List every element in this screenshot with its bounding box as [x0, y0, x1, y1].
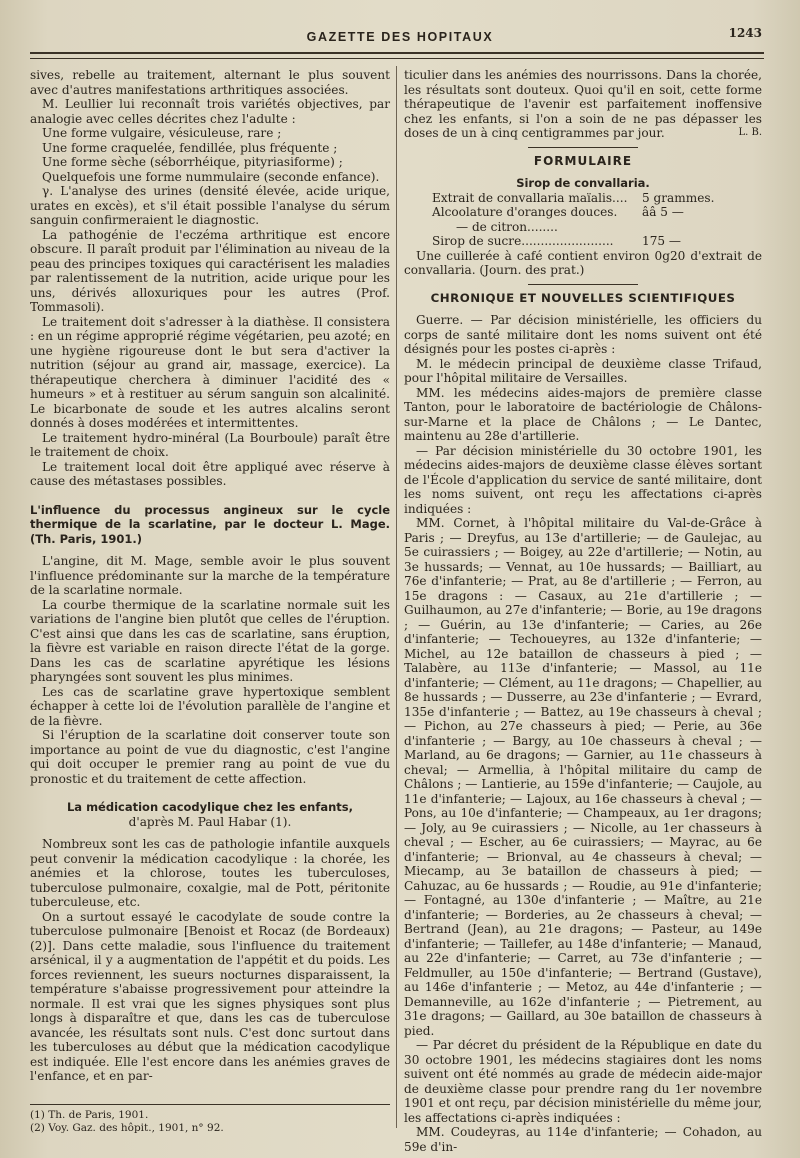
article-heading: L'influence du processus angineux sur le cycle thermique de la scarlatine, par le docteur L. Mage. (Th. Paris, 1901.) — [30, 502, 390, 546]
recipe-line — [404, 205, 762, 220]
section-divider — [528, 147, 638, 148]
left-column — [30, 68, 390, 1135]
list-item: Une forme craquelée, fendillée, plus fréquente ; — [42, 140, 338, 155]
paragraph: Guerre. — Par décision ministérielle, les officiers du corps de santé militaire dont les noms suivent ont été désignés pour les postes ci-après : — [404, 313, 762, 356]
list-item: Quelquefois une forme nummulaire (seconde enfance). — [42, 169, 380, 184]
paragraph: — Par décret du président de la République en date du 30 octobre 1901, les médecins stagiaires dont les noms suivent ont été nommés au grade de médecin aide-major de deuxième classe pour prendre rang du 1er novembre 1901 et ont reçu, par décision ministérielle du même jour, les affectations ci-après indiquées : — [404, 1038, 762, 1125]
header-rule-thick — [30, 52, 764, 54]
paragraph: Nombreux sont les cas de pathologie infantile auxquels peut convenir la médication cacodylique : la chorée, les anémies et la chlorose, toutes les tuberculoses, tuberculose pulmonaire, coxalgie, mal de Pott, péritonite tuberculeuse, etc. — [30, 837, 390, 909]
footnote: (1) Th. de Paris, 1901. — [30, 1108, 149, 1121]
recipe-ingredient: Alcoolature d'oranges douces. — [432, 205, 618, 219]
recipe-ingredient: Extrait de convallaria maïalis.... — [432, 190, 628, 205]
paragraph: On a surtout essayé le cacodylate de soude contre la tuberculose pulmonaire [Benoist et Rocaz (de Bordeaux) (2)]. Dans cette maladie, sous l'influence du traitement arsénical, il y a augmentation de l'appétit et du poids. Les forces reviennent, les sueurs nocturnes disparaissent, la température s'abaisse progressivement pour atteindre la normale. Il est vrai que les signes physiques sont plus longs à disparaître et que, dans les cas de tuberculose avancée, les résultats sont nuls. C'est donc surtout dans les tuberculoses au début que la médication cacodylique est indiquée. Elle l'est encore dans les anémies graves de l'enfance, et en par- — [30, 909, 390, 1083]
list-item: Une forme sèche (séborrhéique, pityriasiforme) ; — [42, 155, 343, 169]
paragraph: La courbe thermique de la scarlatine normale suit les variations de l'angine bien plutôt que celles de l'éruption. C'est ainsi que dans les cas de scarlatine, sans éruption, la fièvre est variable en raison directe l'état de la gorge. Dans les cas de scarlatine apyrétique les lésions pharyngées sont souvent les plus minimes. — [30, 597, 390, 684]
article-byline: d'après M. Paul Habar (1). — [128, 814, 292, 829]
paragraph: M. Leullier lui reconnaît trois variétés objectives, par analogie avec celles décrites chez l'adulte : — [30, 97, 390, 126]
recipe-ingredient: — de citron........ — [456, 219, 558, 234]
recipe-quantity: 175 — — [642, 234, 682, 248]
recipe-quantity: ââ 5 — — [642, 205, 684, 219]
author-initials: L. B. — [738, 127, 762, 138]
paragraph: M. le médecin principal de deuxième classe Trifaud, pour l'hôpital militaire de Versailles. — [404, 356, 762, 385]
paragraph: MM. Coudeyras, au 114e d'infanterie; — Cohadon, au 59e d'in- — [404, 1125, 762, 1154]
paragraph: Le traitement local doit être appliqué avec réserve à cause des métastases possibles. — [30, 459, 390, 488]
recipe-ingredient: Sirop de sucre........................ — [432, 234, 614, 248]
paragraph: — Par décision ministérielle du 30 octobre 1901, les médecins aides-majors de deuxième classe élèves sortant de l'École d'application du service de santé militaire, dont les noms suivent, ont reçu les affectations ci-après indiquées : — [404, 443, 762, 516]
header-rule-thin — [30, 58, 764, 59]
column-divider — [396, 66, 397, 1128]
recipe-quantity: 5 grammes. — [642, 190, 715, 205]
recipe-line — [404, 220, 762, 235]
paragraph — [404, 68, 762, 141]
paragraph: Une cuillerée à café contient environ 0g20 d'extrait de convallaria. (Journ. des prat.) — [404, 248, 762, 277]
footnote: (2) Voy. Gaz. des hôpit., 1901, n° 92. — [30, 1121, 224, 1134]
paragraph: sives, rebelle au traitement, alternant le plus souvent avec d'autres manifestations arthritiques associées. — [30, 68, 390, 97]
recipe-line — [404, 191, 762, 206]
recipe-line — [404, 234, 762, 249]
paragraph: Le traitement hydro-minéral (La Bourboule) paraît être le traitement de choix. — [30, 430, 390, 459]
recipe-title: Sirop de convallaria. — [516, 176, 650, 190]
paragraph: MM. les médecins aides-majors de première classe Tanton, pour le laboratoire de bactériologie de Châlons-sur-Marne et la place de Châlons ; — Le Dantec, maintenu au 28e d'artillerie. — [404, 385, 762, 443]
paragraph: MM. Cornet, à l'hôpital militaire du Val-de-Grâce à Paris ; — Dreyfus, au 13e d'artillerie; — de Gaulejac, au 5e cuirassiers ; — Boigey, au 22e d'artillerie; — Notin, au 3e hussards; — Vennat, au 10e hussards; — Bailliart, au 76e d'infanterie; — Prat, au 8e d'artillerie ; — Ferron, au 15e dragons : — Casaux, au 21e d'artillerie ; — Guilhaumon, au 27e d'infanterie; — Borie, au 19e dragons ; — Guérin, au 13e d'infanterie; — Caries, au 26e d'infanterie; — Techoueyres, au 132e d'infanterie; — Michel, au 12e bataillon de chasseurs à pied ; — Talabère, au 113e d'infanterie; — Massol, au 11e d'infanterie; — Clément, au 11e dragons; — Chapellier, au 8e hussards ; — Dusserre, au 23e d'infanterie ; — Evrard, 135e d'infanterie ; — Battez, au 19e chasseurs à cheval ; — Pichon, au 27e chasseurs à pied; — Perie, au 36e d'infanterie ; — Bargy, au 10e chasseurs à cheval ; — Marland, au 6e dragons; — Garnier, au 11e chasseurs à cheval; — Armellia, à l'hôpital militaire du camp de Châlons ; — Lantierie, au 159e d'infanterie; — Caujole, au 11e d'infanterie; — Lajoux, au 16e chasseurs à cheval ; — Pons, au 10e d'infanterie; — Champeaux, au 1er dragons; — Joly, au 9e cuirassiers ; — Nicolle, au 1er chasseurs à cheval ; — Escher, au 6e cuirassiers; — Mayrac, au 6e d'infanterie; — Brionval, au 4e chasseurs à cheval; — Miecamp, au 3e bataillon de chasseurs à pied; — Cahuzac, au 6e hussards ; — Roudie, au 91e d'infanterie; — Fontagné, au 130e d'infanterie ; — Maître, au 21e d'infanterie; — Borderies, au 2e chasseurs à cheval; — Bertrand (Jean), au 21e dragons; — Pasteur, au 149e d'infanterie; — Taillefer, au 148e d'infanterie; — Manaud, au 22e d'infanterie; — Carret, au 73e d'infanterie ; — Feldmuller, au 150e d'infanterie; — Bertrand (Gustave), au 146e d'infanterie ; — Metoz, au 44e d'infanterie ; — Demanneville, au 162e d'infanterie ; — Pietrement, au 31e dragons; — Gaillard, au 30e bataillon de chasseurs à pied. — [404, 516, 763, 1038]
page-number: 1243 — [728, 26, 762, 40]
article-heading: La médication cacodylique chez les enfants, — [66, 800, 354, 814]
paragraph: L'angine, dit M. Mage, semble avoir le plus souvent l'influence prédominante sur la marche de la température de la scarlatine normale. — [30, 554, 390, 597]
list-item: Une forme vulgaire, vésiculeuse, rare ; — [42, 126, 282, 140]
right-column — [404, 68, 762, 1154]
section-title: CHRONIQUE ET NOUVELLES SCIENTIFIQUES — [430, 290, 736, 305]
paragraph: Les cas de scarlatine grave hypertoxique semblent échapper à cette loi de l'évolution parallèle de l'angine et de la fièvre. — [30, 684, 390, 728]
newspaper-title: GAZETTE DES HOPITAUX — [306, 30, 494, 44]
section-title: FORMULAIRE — [533, 153, 633, 168]
paragraph: Si l'éruption de la scarlatine doit conserver toute son importance au point de vue du diagnostic, c'est l'angine qui doit occuper le premier rang au point de vue du pronostic et du traitement de cette affection. — [30, 728, 390, 786]
paragraph: Le traitement doit s'adresser à la diathèse. Il consistera : en un régime approprié régime végétarien, peu azoté; en une hygiène rigoureuse dont le but sera d'activer la nutrition (séjour au grand air, massage, exercice). La thérapeutique cherchera à diminuer l'acidité des « humeurs » et à restituer au sérum sanguin son alcalinité. Le bicarbonate de soude et les autres alcalins seront donnés à doses modérées et intermittentes. — [30, 314, 390, 430]
paragraph: γ. L'analyse des urines (densité élevée, acide urique, urates en excès), et s'il était possible l'analyse du sérum sanguin confirmeraient le diagnostic. — [30, 184, 390, 227]
paragraph: La pathogénie de l'eczéma arthritique est encore obscure. Il paraît produit par l'élimination au niveau de la peau des principes toxiques qui caractérisent les maladies par ralentissement de la nutrition, acide urique pour les uns, dérivés alloxuriques pour les autres (Prof. Tommasoli). — [30, 227, 390, 314]
footnote-rule — [30, 1104, 390, 1105]
paragraph-text: ticulier dans les anémies des nourrissons. Dans la chorée, les résultats sont douteux. Quoi qu'il en soit, cette forme thérapeutique de l'avenir est parfaitement inoffensive chez les enfants, si l'on a soin de ne pas dépasser les doses de un à cinq centigrammes par jour. — [404, 68, 762, 140]
section-divider — [528, 284, 638, 285]
